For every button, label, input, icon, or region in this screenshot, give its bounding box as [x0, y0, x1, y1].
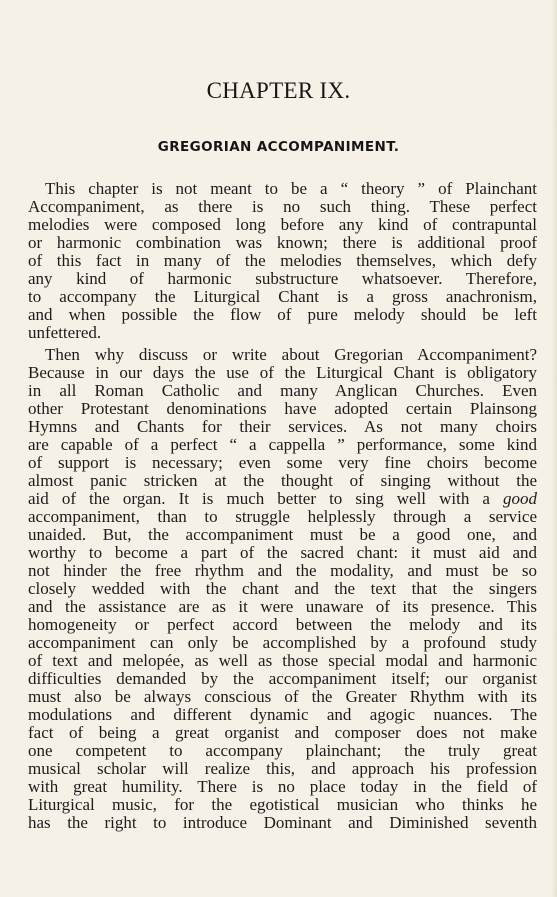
- page-edge-shadow: [551, 0, 557, 897]
- text-line: musical scholar will realize this, and approach his profession: [28, 760, 537, 778]
- text-line: fact of being a great organist and composer does not make: [28, 724, 537, 742]
- emphasized-word: good: [503, 490, 537, 508]
- text-line: other Protestant denominations have adopted certain Plainsong: [28, 400, 537, 418]
- text-line: of support is necessary; even some very fine choirs become: [28, 454, 537, 472]
- text-line: almost panic stricken at the thought of singing without the: [28, 472, 537, 490]
- text-line: of text and melopée, as well as those special modal and harmonic: [28, 652, 537, 670]
- text-line: worthy to become a part of the sacred chant: it must aid and: [28, 544, 537, 562]
- text-line: and the assistance are as it were unaware of its presence. This: [28, 598, 537, 616]
- paragraph-2: [28, 346, 537, 832]
- chapter-heading: CHAPTER IX.: [206, 78, 351, 103]
- text-line: Because in our days the use of the Liturgical Chant is obligatory: [28, 364, 537, 382]
- text-line: unfettered.: [28, 324, 102, 342]
- text-line: closely wedded with the chant and the text that the singers: [28, 580, 537, 598]
- text-line: Accompaniment, as there is no such thing. These perfect: [28, 198, 537, 216]
- paragraph-1: [28, 180, 537, 342]
- text-line: This chapter is not meant to be a “ theory ” of Plainchant: [45, 180, 537, 198]
- text-line: with great humility. There is no place today in the field of: [28, 778, 537, 796]
- section-heading: GREGORIAN ACCOMPANIMENT.: [157, 139, 400, 155]
- text-line: accompaniment can only be accomplished by a profound study: [28, 634, 537, 652]
- text-line: Liturgical music, for the egotistical musician who thinks he: [28, 796, 537, 814]
- text-line: homogeneity or perfect accord between the melody and its: [28, 616, 537, 634]
- text-line: in all Roman Catholic and many Anglican Churches. Even: [28, 382, 537, 400]
- text-line: difficulties demanded by the accompaniment itself; our organist: [28, 670, 537, 688]
- text-line: Then why discuss or write about Gregorian Accompaniment?: [45, 346, 537, 364]
- text-line: or harmonic combination was known; there is additional proof: [28, 234, 537, 252]
- text-line: are capable of a perfect “ a cappella ” performance, some kind: [28, 436, 537, 454]
- text-line: one competent to accompany plainchant; the truly great: [28, 742, 537, 760]
- text-line: has the right to introduce Dominant and Diminished seventh: [28, 814, 537, 832]
- text-line: melodies were composed long before any kind of contrapuntal: [28, 216, 537, 234]
- text-line: not hinder the free rhythm and the modality, and must be so: [28, 562, 537, 580]
- text-line-with-emphasis: [28, 490, 537, 508]
- text-line: modulations and different dynamic and agogic nuances. The: [28, 706, 537, 724]
- text-line: unaided. But, the accompaniment must be a good one, and: [28, 526, 537, 544]
- body-text: [28, 180, 537, 832]
- text-line: Hymns and Chants for their services. As not many choirs: [28, 418, 537, 436]
- text-line: accompaniment, than to struggle helplessly through a service: [28, 508, 537, 526]
- text-line: of this fact in many of the melodies themselves, which defy: [28, 252, 537, 270]
- text-line: any kind of harmonic substructure whatsoever. Therefore,: [28, 270, 537, 288]
- text-line-segment: aid of the organ. It is much better to sing well with a: [28, 490, 490, 508]
- text-line: and when possible the flow of pure melody should be left: [28, 306, 537, 324]
- text-line: must also be always conscious of the Greater Rhythm with its: [28, 688, 537, 706]
- text-line: to accompany the Liturgical Chant is a gross anachronism,: [28, 288, 537, 306]
